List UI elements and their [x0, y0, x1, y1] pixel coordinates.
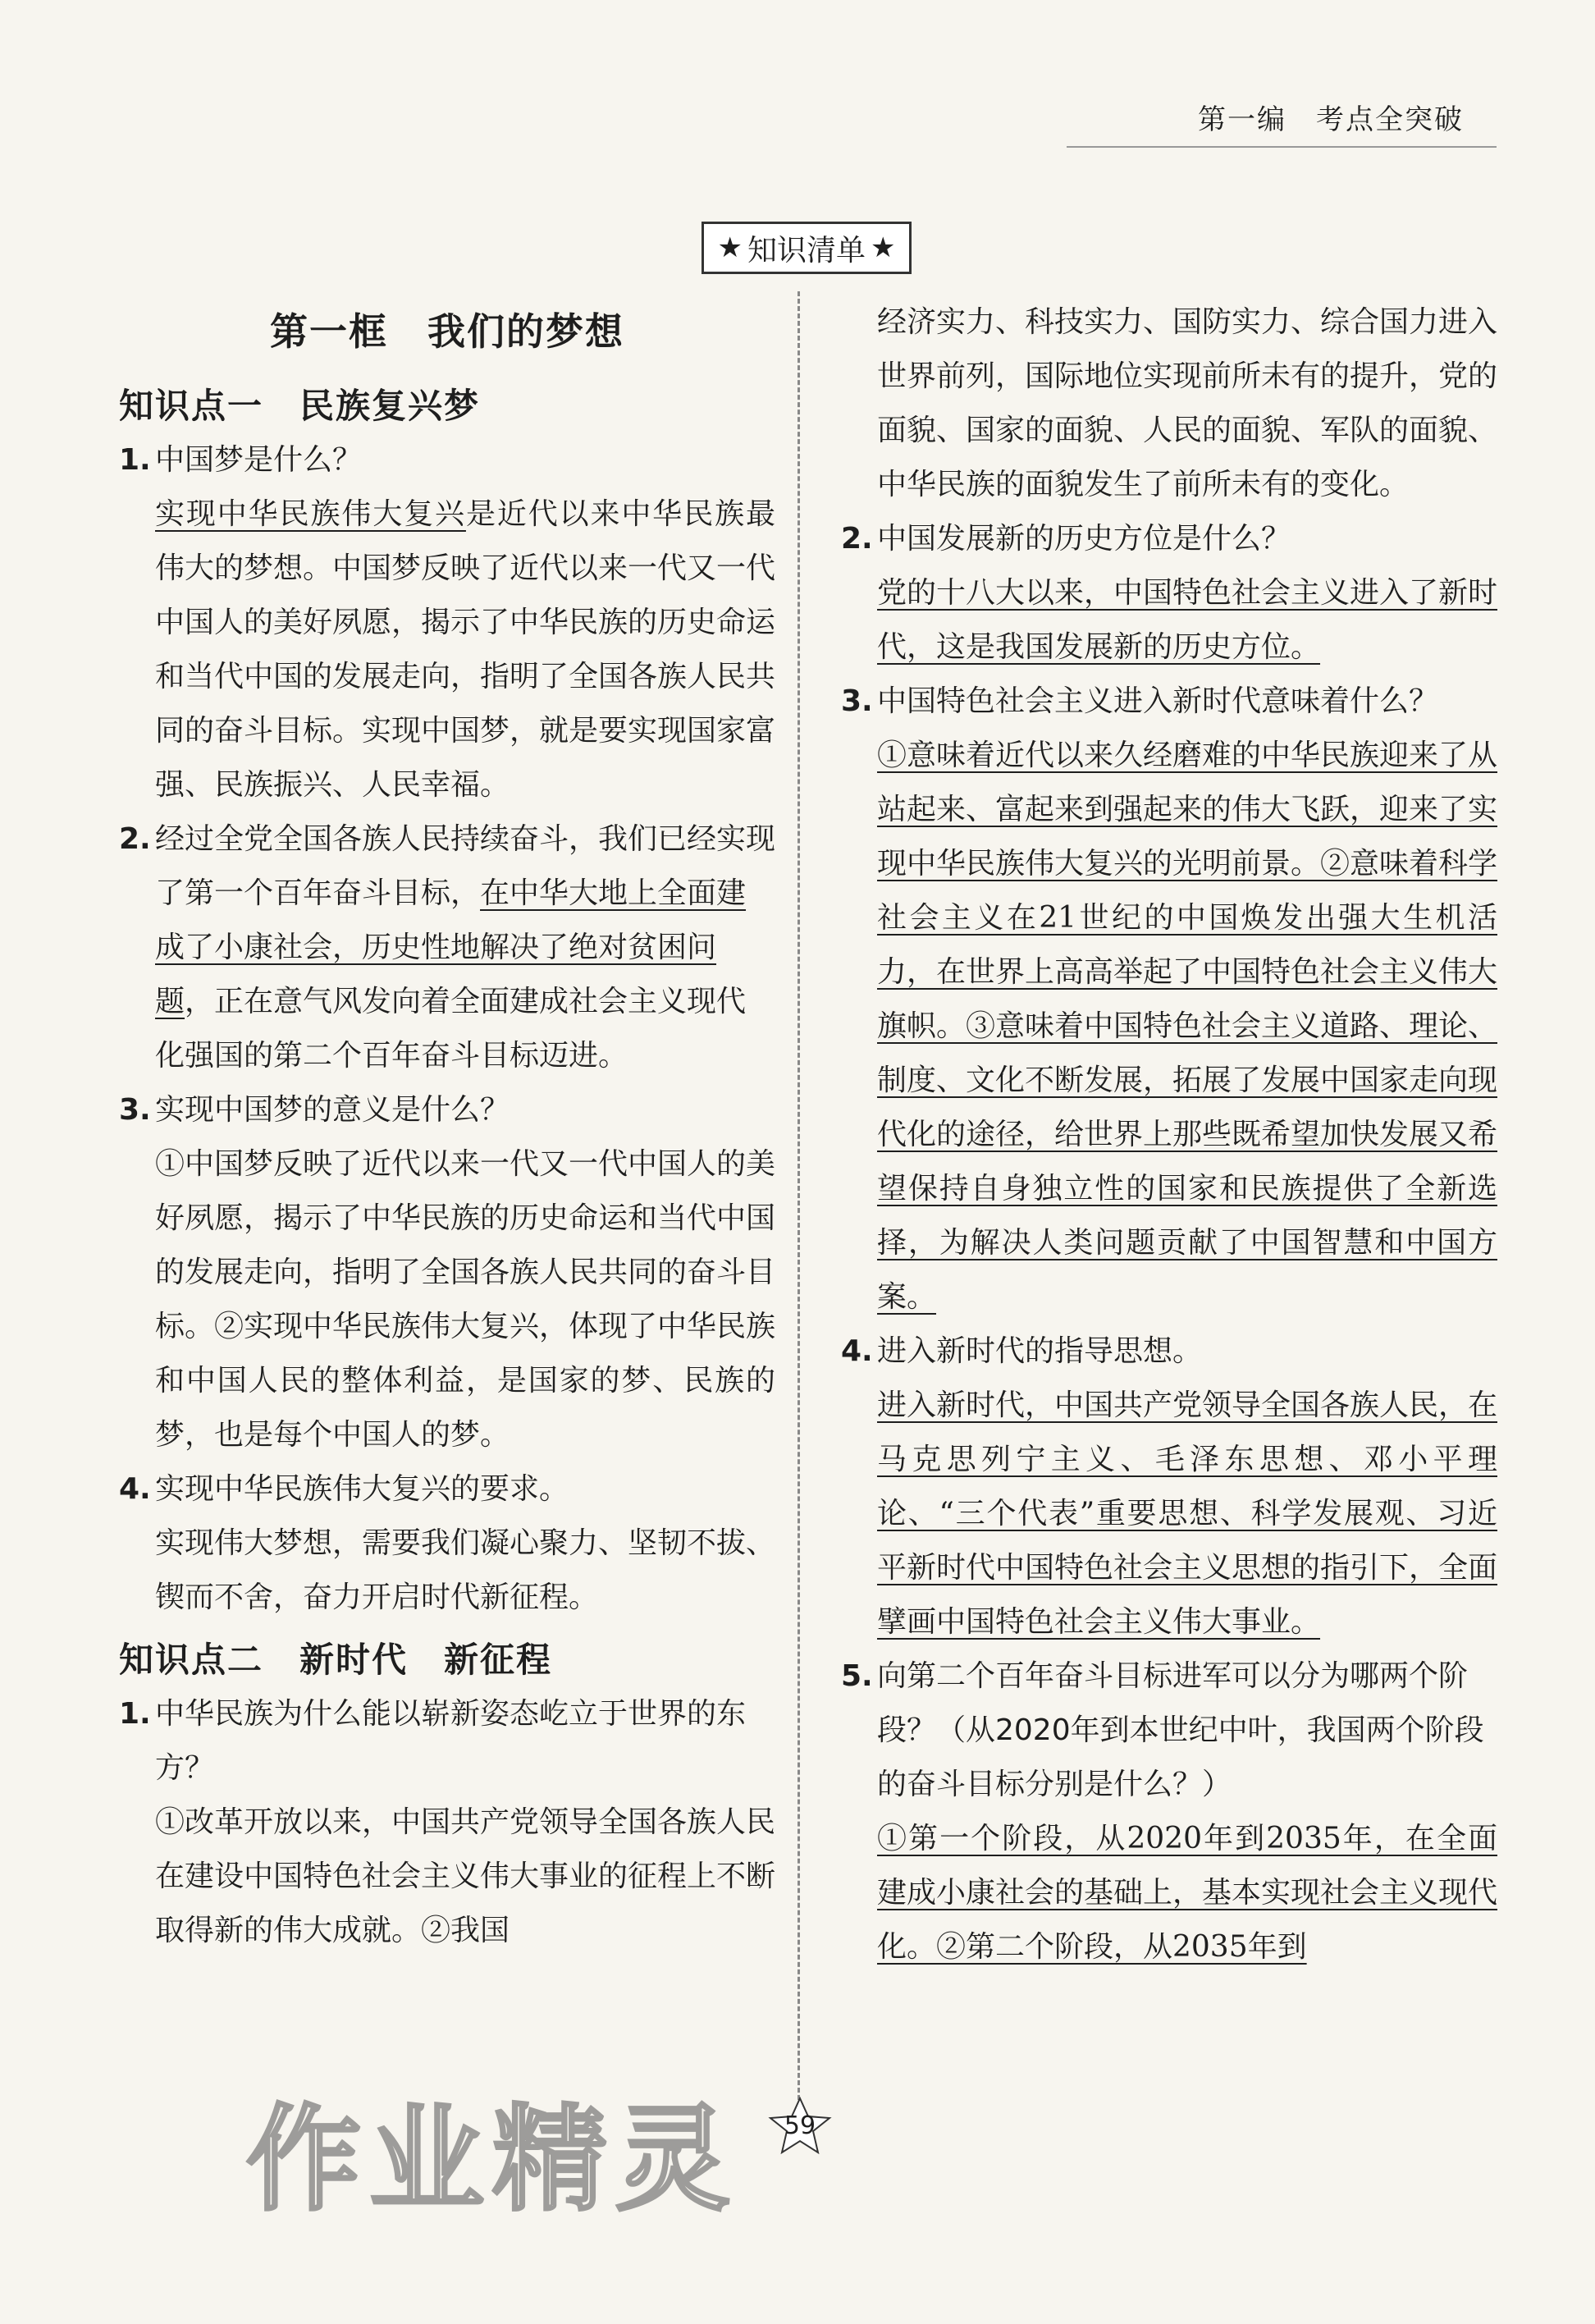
question-number: 5.: [841, 1659, 873, 1693]
question-text: 中华民族为什么能以崭新姿态屹立于世界的东方？: [155, 1697, 747, 1785]
banner-label: 知识清单: [747, 233, 866, 268]
star-icon: ★: [871, 231, 896, 264]
kp2-answer-1: ①改革开放以来，中国共产党领导全国各族人民在建设中国特色社会主义伟大事业的征程上不断取得新的伟大成就。②我国: [155, 1805, 776, 1947]
underlined-key-phrase: 在中华大地上全面建成了小康社会，历史性地解决了绝对贫困问题: [155, 876, 747, 1018]
question-2: [119, 812, 775, 1083]
question-number: 4.: [119, 1472, 151, 1506]
question-number: 1.: [119, 1697, 151, 1731]
question-text: 中国特色社会主义进入新时代意味着什么？: [877, 684, 1439, 718]
header-section-title: 第一编 考点全突破: [1198, 103, 1464, 136]
question-text: 实现中华民族伟大复兴的要求。: [155, 1472, 569, 1506]
question-text: 进入新时代的指导思想。: [877, 1334, 1203, 1368]
question-text: 向第二个百年奋斗目标进军可以分为哪两个阶段？（从2020年到本世纪中叶，我国两个阶段的奋斗目标分别是什么？）: [877, 1659, 1484, 1801]
question-1: [119, 433, 775, 487]
watermark-logo: 作业精灵: [246, 2093, 739, 2227]
kp2-question-5: [841, 1649, 1497, 1812]
kp2-answer-5: ①第一个阶段，从2020年到2035年，在全面建成小康社会的基础上，基本实现社会主义现代化。②第二个阶段，从2035年到: [877, 1822, 1498, 1964]
knowledge-list-banner: [702, 222, 912, 274]
question-number: 1.: [119, 443, 151, 477]
question-number: 3.: [119, 1093, 151, 1127]
question-4: [119, 1462, 775, 1517]
kp2-question-2: [841, 512, 1497, 566]
question-text: 中国发展新的历史方位是什么？: [877, 522, 1291, 556]
left-column: [119, 295, 775, 1958]
underlined-key-phrase: 实现中华民族伟大复兴: [155, 497, 466, 531]
question-number: 4.: [841, 1334, 873, 1368]
answer-text: 是近代以来中华民族最伟大的梦想。中国梦反映了近代以来一代又一代中国人的美好夙愿，揭示了中华民族的历史命运和当代中国的发展走向，指明了全国各族人民共同的奋斗目标。实现中国梦，就是要实现国家富强、民族振兴、人民幸福。: [155, 497, 776, 802]
star-icon: ★: [717, 231, 743, 264]
question-text-tail: ，正在意气风发向着全面建成社会主义现代化强国的第二个百年奋斗目标迈进。: [155, 985, 747, 1073]
question-number: 3.: [841, 684, 873, 718]
question-text: 中国梦是什么？: [155, 443, 363, 477]
header-rule: [1067, 146, 1497, 148]
kp2-question-3: [841, 675, 1497, 729]
page-number-badge: [767, 2097, 833, 2154]
answer-3: ①中国梦反映了近代以来一代又一代中国人的美好夙愿，揭示了中华民族的历史命运和当代中国的发展走向，指明了全国各族人民共同的奋斗目标。②实现中华民族伟大复兴，体现了中华民族和中国人民的整体利益，是国家的梦、民族的梦，也是每个中国人的梦。: [155, 1147, 776, 1452]
question-text: 经过全党全国各族人民持续奋斗，我们已经实现了第一个百年奋斗目标，: [155, 822, 776, 910]
kp2-question-4: [841, 1324, 1497, 1379]
answer-1: [119, 487, 775, 812]
question-3: [119, 1083, 775, 1137]
question-text: 实现中国梦的意义是什么？: [155, 1093, 510, 1127]
kp2-answer-3: ①意味着近代以来久经磨难的中华民族迎来了从站起来、富起来到强起来的伟大飞跃，迎来了实现中华民族伟大复兴的光明前景。②意味着科学社会主义在21世纪的中国焕发出强大生机活力，在世界上高高举起了中国特色社会主义伟大旗帜。③意味着中国特色社会主义道路、理论、制度、文化不断发展，拓展了发展中国家走向现代化的途径，给世界上那些既希望加快发展又希望保持自身独立性的国家和民族提供了全新选择，为解决人类问题贡献了中国智慧和中国方案。: [877, 739, 1498, 1314]
knowledge-point-1-title: 知识点一 民族复兴梦: [119, 386, 481, 426]
knowledge-point-2-title: 知识点二 新时代 新征程: [119, 1640, 553, 1680]
answer-continued: 经济实力、科技实力、国防实力、综合国力进入世界前列，国际地位实现前所未有的提升，党的面貌、国家的面貌、人民的面貌、军队的面貌、中华民族的面貌发生了前所未有的变化。: [877, 305, 1498, 501]
frame-title: 第一框 我们的梦想: [270, 309, 624, 354]
kp2-question-1: [119, 1687, 775, 1796]
page-number: 59: [784, 2111, 816, 2140]
question-number: 2.: [119, 822, 151, 856]
answer-4: 实现伟大梦想，需要我们凝心聚力、坚韧不拔、锲而不舍，奋力开启时代新征程。: [155, 1526, 776, 1614]
column-divider: [798, 291, 800, 2130]
question-number: 2.: [841, 522, 873, 556]
right-column: [841, 295, 1497, 1974]
kp2-answer-4: 进入新时代，中国共产党领导全国各族人民，在马克思列宁主义、毛泽东思想、邓小平理论、“三个代表”重要思想、科学发展观、习近平新时代中国特色社会主义思想的指引下，全面擘画中国特色社会主义伟大事业。: [877, 1388, 1498, 1639]
kp2-answer-2: 党的十八大以来，中国特色社会主义进入了新时代，这是我国发展新的历史方位。: [877, 576, 1498, 664]
